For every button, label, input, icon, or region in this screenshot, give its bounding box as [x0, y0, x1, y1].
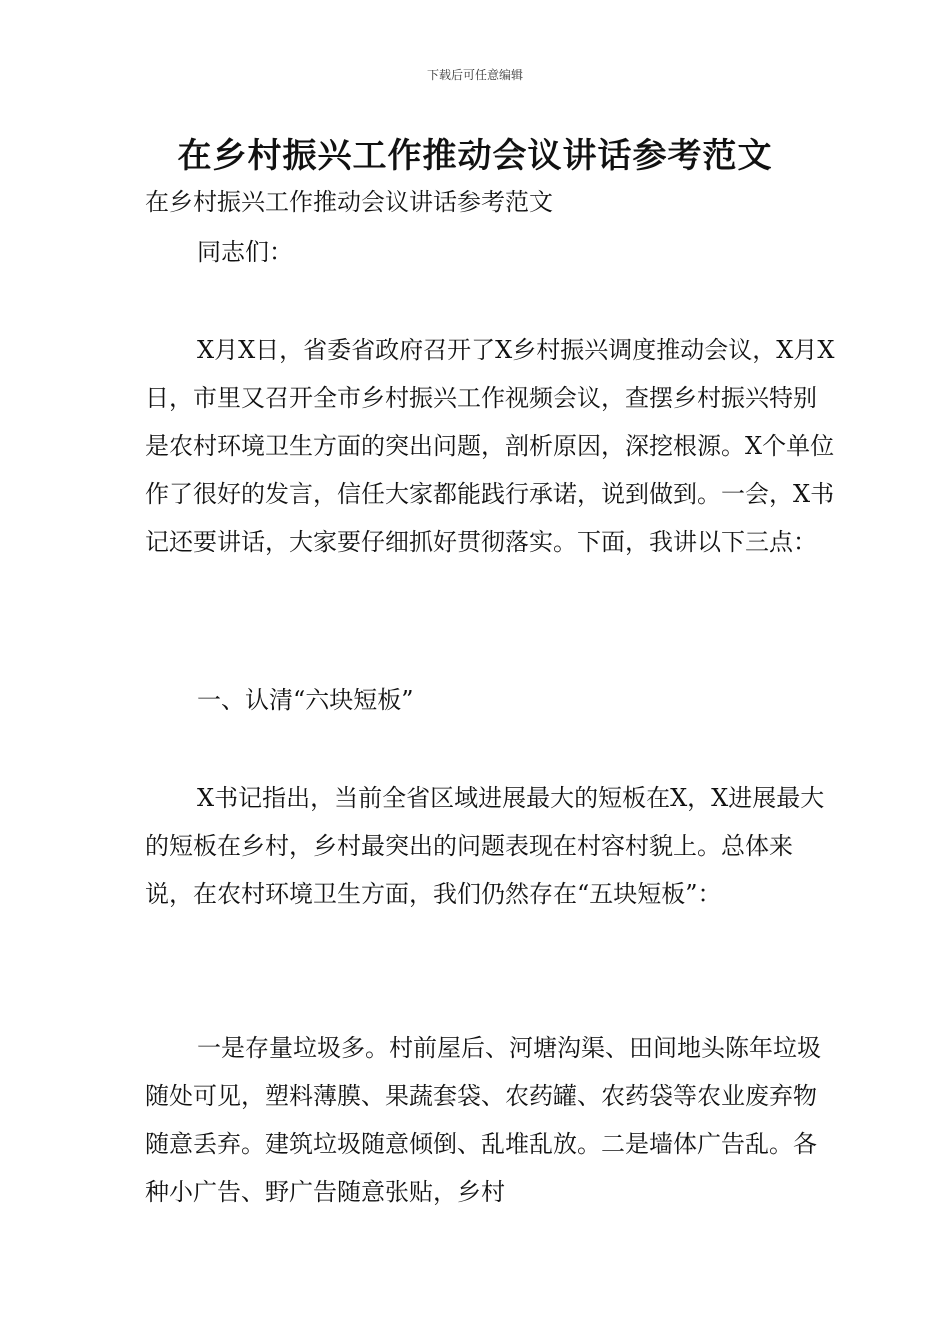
greeting: 同志们： — [197, 238, 293, 266]
header-note: 下载后可任意编辑 — [426, 68, 523, 82]
paragraph-details: 一是存量垃圾多。村前屋后、河塘沟渠、田间地头陈年垃圾随处可见，塑料薄膜、果蔬套袋、农药罐、农药袋等农业废弃物随意丢弃。建筑垃圾随意倾倒、乱堆乱放。二是墙体广告乱。各种小广告、野广告随意张贴，乡村 — [145, 1034, 821, 1206]
document-title: 在乡村振兴工作推动会议讲话参考范文 — [177, 136, 773, 176]
paragraph-shortboards: X书记指出，当前全省区域进展最大的短板在X，X进展最大的短板在乡村，乡村最突出的问题表现在村容村貌上。总体来说，在农村环境卫生方面，我们仍然存在“五块短板”： — [145, 784, 825, 908]
section-heading: 一、认清“六块短板” — [197, 686, 414, 714]
document-subtitle: 在乡村振兴工作推动会议讲话参考范文 — [145, 188, 553, 216]
paragraph-intro: X月X日，省委省政府召开了X乡村振兴调度推动会议，X月X日，市里又召开全市乡村振兴工作视频会议，查摆乡村振兴特别是农村环境卫生方面的突出问题，剖析原因，深挖根源。X个单位作了很好的发言，信任大家都能践行承诺，说到做到。一会，X书记还要讲话，大家要仔细抓好贯彻落实。下面，我讲以下三点： — [145, 336, 835, 556]
